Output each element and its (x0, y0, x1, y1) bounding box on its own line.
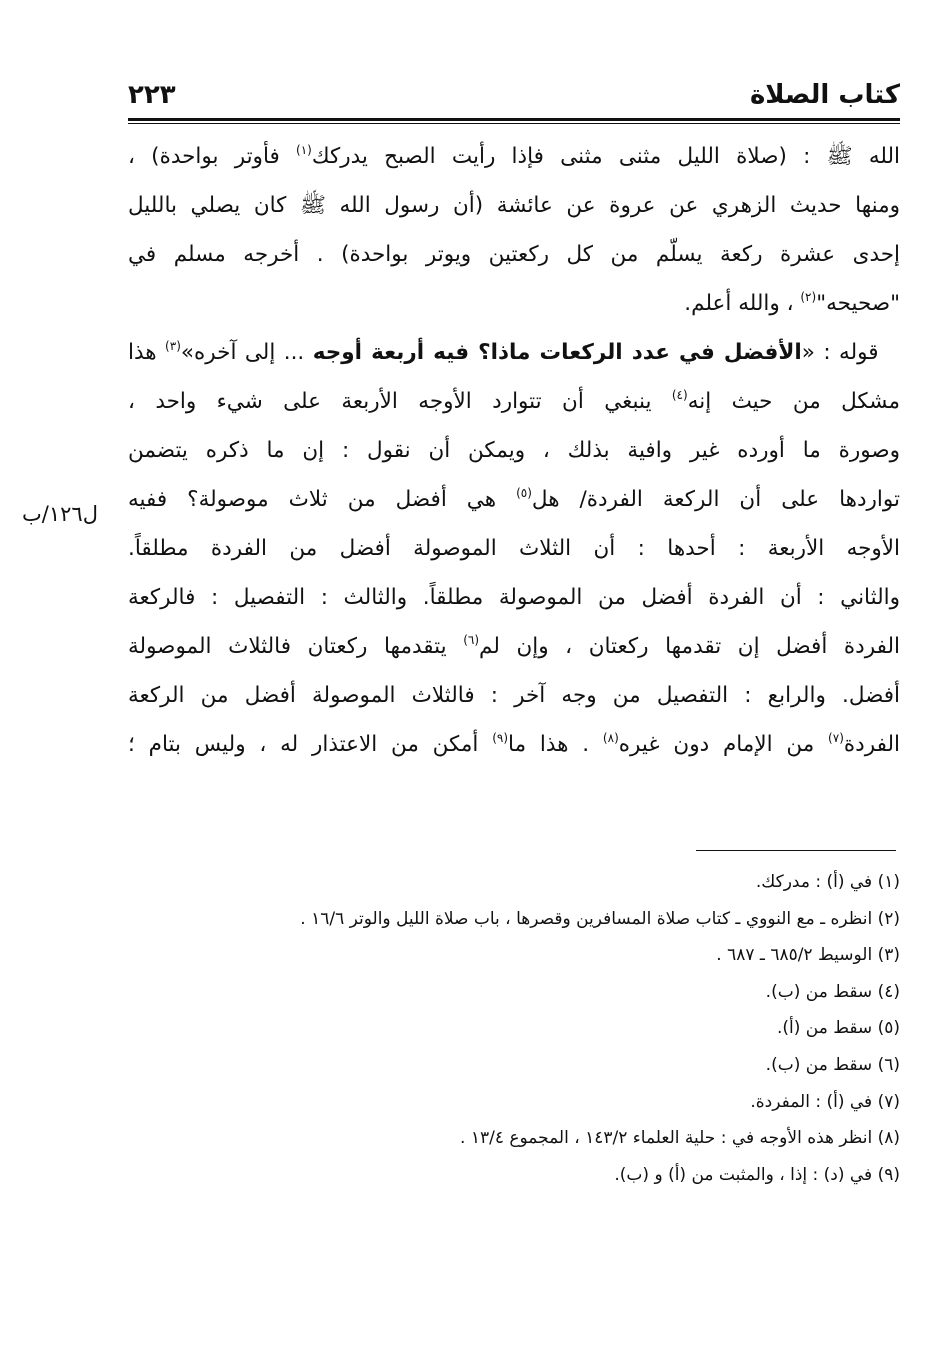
body-line-13: الفردة$^{(٧)}$ من الإمام دون غيره$^{(٨)}$ . هذا ما$^{(٩)}$ أمكن من الاعتذار له ، وليس بتام ؛ (128, 731, 900, 757)
footnote: (١) في (أ) : مدركك. (755, 872, 900, 892)
header-rule-thin (128, 123, 900, 124)
footnote-ref: (٢) (800, 290, 817, 304)
body-text (128, 132, 900, 769)
body-line-12: أفضل. والرابع : التفصيل من وجه آخر : فالثلاث الموصولة أفضل من الركعة (128, 683, 900, 708)
footnote: (٩) في (د) : إذا ، والمثبت من (أ) و (ب). (614, 1164, 900, 1185)
footnote-ref: (٣) (165, 339, 181, 353)
footnote-separator (696, 850, 896, 851)
footnote: (٤) سقط من (ب). (765, 981, 900, 1002)
body-line-9: الأوجه الأربعة : أحدها : أن الثلاث الموصولة أفضل من الفردة مطلقاً. (128, 536, 900, 561)
footnote-ref: (٧) (828, 731, 844, 745)
footnote-ref: (٦) (463, 633, 480, 647)
footnote-ref: (٩) (492, 731, 509, 745)
footnote: (٢) انظره ـ مع النووي ـ كتاب صلاة المسافرين وقصرها ، باب صلاة الليل والوتر ١٦/٦ . (300, 908, 900, 929)
body-line-6: مشكل من حيث إنه$^{(٤)}$ ينبغي أن تتوارد الأوجه الأربعة على شيء واحد ، (128, 388, 900, 414)
footnote: (٣) الوسيط ٦٨٥/٢ ـ ٦٨٧ . (716, 945, 900, 966)
manuscript-folio-note: ل١٢٦/ب (22, 502, 98, 526)
header-rule-thick (128, 118, 900, 121)
body-line-4: "صحيحه"$^{(٢)}$ ، والله أعلم. (684, 290, 900, 316)
quoted-heading: الأفضل في عدد الركعات ماذا؟ فيه أربعة أوجه (312, 340, 802, 365)
footnote: (٧) في (أ) : المفردة. (750, 1091, 900, 1112)
footnote-ref: (٨) (602, 731, 619, 745)
body-line-3: إحدى عشرة ركعة يسلّم من كل ركعتين ويوتر بواحدة) . أخرجه مسلم في (128, 242, 900, 267)
footnote-ref: (١) (296, 143, 312, 157)
body-line-5: قوله : «الأفضل في عدد الركعات ماذا؟ فيه أربعة أوجه ... إلى آخره»$^{(٣)}$ هذا (128, 339, 879, 365)
page-number: ٢٢٣ (128, 80, 176, 110)
footnote: (٥) سقط من (أ). (776, 1018, 900, 1039)
chapter-title: كتاب الصلاة (749, 80, 900, 110)
footnote-ref: (٤) (671, 388, 688, 402)
running-header (128, 80, 900, 116)
body-line-1: الله ﷺ : (صلاة الليل مثنى مثنى فإذا رأيت الصبح يدركك$^{(١)}$ فأوتر بواحدة) ، (128, 143, 900, 169)
body-line-11: الفردة أفضل إن تقدمها ركعتان ، وإن لم$^{(٦)}$ يتقدمها ركعتان فالثلاث الموصولة (128, 633, 900, 659)
footnote: (٦) سقط من (ب). (765, 1054, 900, 1075)
footnote: (٨) انظر هذه الأوجه في : حلية العلماء ١٤٣/٢ ، المجموع ١٣/٤ . (460, 1128, 900, 1149)
body-line-10: والثاني : أن الفردة أفضل من الموصولة مطلقاً. والثالث : التفصيل : فالركعة (128, 585, 900, 610)
footnote-ref: (٥) (516, 486, 532, 500)
body-line-8: تواردها على أن الركعة الفردة/ هل$^{(٥)}$ هي أفضل من ثلاث موصولة؟ ففيه (128, 486, 900, 512)
footnotes (128, 864, 900, 1193)
body-line-2: ومنها حديث الزهري عن عروة عن عائشة (أن رسول الله ﷺ كان يصلي بالليل (128, 193, 900, 218)
body-line-7: وصورة ما أورده غير وافية بذلك ، ويمكن أن نقول : إن ما ذكره يتضمن (128, 438, 900, 463)
